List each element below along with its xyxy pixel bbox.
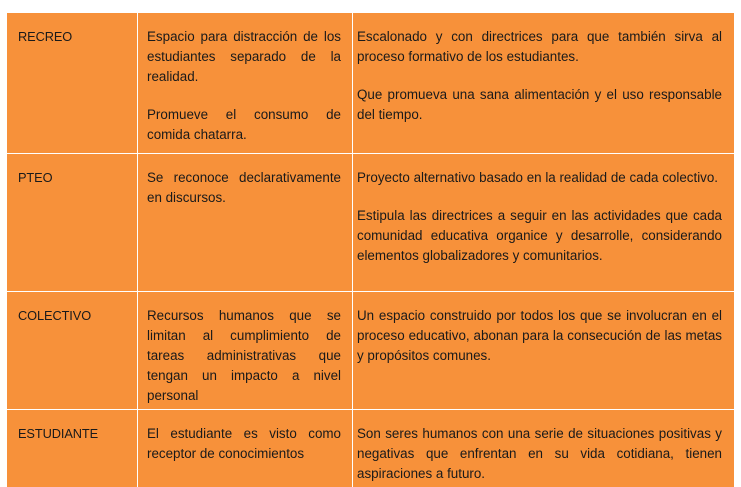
- table-row: [7, 154, 734, 292]
- description-paragraph: Promueve el consumo de comida chatarra.: [147, 107, 341, 142]
- comparison-table: [7, 12, 734, 487]
- column-divider: [352, 292, 353, 409]
- table-row: [7, 13, 734, 154]
- proposal-paragraph: Estipula las directrices a seguir en las actividades que cada comunidad educativa organice y desarrolle, considerando elementos globalizadores y comunitarios.: [357, 208, 722, 263]
- proposal-paragraph: Son seres humanos con una serie de situaciones positivas y negativas que enfrentan en su vida cotidiana, tienen aspiraciones a futuro.: [357, 426, 722, 481]
- description-cell: [147, 27, 341, 145]
- column-divider: [137, 292, 138, 409]
- proposal-paragraph: Que promueva una sana alimentación y el uso responsable del tiempo.: [357, 87, 722, 122]
- proposal-cell: [357, 168, 722, 266]
- column-divider: [137, 154, 138, 291]
- description-paragraph: El estudiante es visto como receptor de conocimientos: [147, 426, 341, 461]
- description-paragraph: Espacio para distracción de los estudiantes separado de la realidad.: [147, 29, 341, 84]
- column-divider: [137, 410, 138, 487]
- term-cell: ESTUDIANTE: [18, 426, 99, 441]
- column-divider: [352, 154, 353, 291]
- column-divider: [352, 410, 353, 487]
- proposal-paragraph: Un espacio construido por todos los que se involucran en el proceso educativo, abonan para la consecución de las metas y propósitos comunes.: [357, 308, 722, 363]
- proposal-cell: [357, 27, 722, 125]
- description-cell: [147, 306, 341, 406]
- column-divider: [137, 13, 138, 153]
- proposal-cell: [357, 424, 722, 484]
- description-cell: [147, 168, 341, 208]
- description-cell: [147, 424, 341, 464]
- table-row: [7, 292, 734, 410]
- proposal-paragraph: Proyecto alternativo basado en la realidad de cada colectivo.: [357, 170, 719, 185]
- term-cell: COLECTIVO: [18, 308, 92, 323]
- proposal-cell: [357, 306, 722, 366]
- proposal-paragraph: Escalonado y con directrices para que también sirva al proceso formativo de los estudiantes.: [357, 29, 722, 64]
- description-paragraph: Se reconoce declarativamente en discursos.: [147, 170, 341, 205]
- term-cell: RECREO: [18, 29, 73, 44]
- description-paragraph: Recursos humanos que se limitan al cumplimiento de tareas administrativas que tengan un impacto a nivel personal: [147, 308, 341, 403]
- term-cell: PTEO: [18, 170, 53, 185]
- column-divider: [352, 13, 353, 153]
- table-row: [7, 410, 734, 487]
